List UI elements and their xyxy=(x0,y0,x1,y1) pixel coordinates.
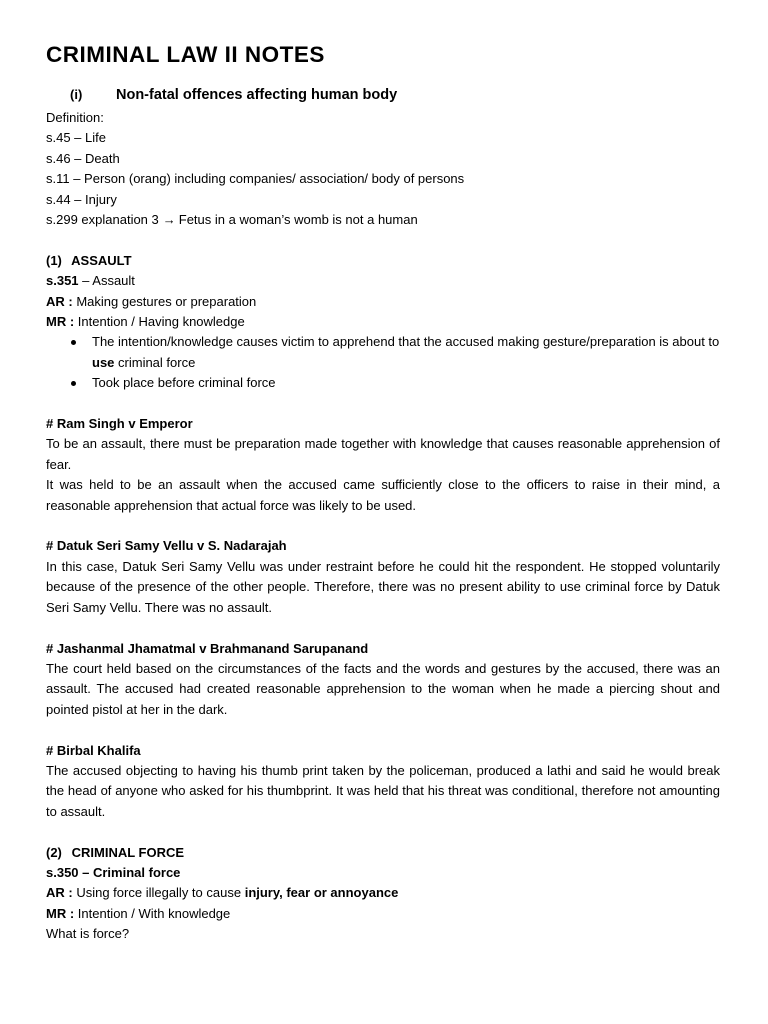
ar-label: AR : xyxy=(46,293,73,309)
page-title: CRIMINAL LAW II NOTES xyxy=(46,42,325,67)
section-title: ASSAULT xyxy=(71,252,132,268)
list-item xyxy=(46,332,720,373)
subheading-number: (i) xyxy=(70,87,83,102)
definition-line: s.46 – Death xyxy=(46,150,120,166)
case-heading: # Jashanmal Jhamatmal v Brahmanand Sarupanand xyxy=(46,640,369,656)
definition-line: s.44 – Injury xyxy=(46,191,117,207)
bullet-emphasis: use xyxy=(92,354,115,370)
case-paragraph: It was held to be an assault when the accused came sufficiently close to the officers to raise in their mind, a reasonable apprehension that actual force was likely to be used. xyxy=(46,477,720,513)
list-item xyxy=(46,373,720,393)
bullet-icon xyxy=(71,340,76,345)
section-ref-text: – Assault xyxy=(78,273,135,289)
section-number: (2) xyxy=(46,844,62,860)
mr-label: MR : xyxy=(46,314,75,330)
case-paragraph: To be an assault, there must be preparation made together with knowledge that causes reasonable apprehension of fear. xyxy=(46,436,720,472)
bullet-text: Took place before criminal force xyxy=(92,375,276,391)
case-heading: # Ram Singh v Emperor xyxy=(46,416,193,432)
assault-section-ref xyxy=(46,271,720,291)
section-title: CRIMINAL FORCE xyxy=(71,844,185,860)
bullet-icon xyxy=(71,381,76,386)
case-heading: # Datuk Seri Samy Vellu v S. Nadarajah xyxy=(46,538,287,554)
bullet-text: The intention/knowledge causes victim to apprehend that the accused making gesture/preparation is about to xyxy=(92,334,720,350)
arrow-right-icon: → xyxy=(162,212,176,228)
case-heading: # Birbal Khalifa xyxy=(46,742,141,758)
definition-heading: Definition: xyxy=(46,110,104,125)
mr-label: MR : xyxy=(46,905,75,921)
definition-line: s.45 – Life xyxy=(46,130,106,146)
ar-text: Using force illegally to cause xyxy=(72,885,245,901)
case-paragraph: The accused objecting to having his thumb print taken by the policeman, produced a lathi and said he would break the head of anyone who asked for his thumbprint. It was held that his threat was conditional, therefore not amounting to assault. xyxy=(46,762,720,819)
section-heading-assault xyxy=(46,251,720,271)
s299-text: Fetus in a woman’s womb is not a human xyxy=(178,212,418,228)
assault-ar xyxy=(46,292,720,312)
bullet-text: criminal force xyxy=(114,354,196,370)
criminal-force-section-ref: s.350 – Criminal force xyxy=(46,864,181,880)
criminal-force-ar xyxy=(46,883,720,903)
s299-prefix: s.299 explanation 3 xyxy=(46,212,159,228)
subheading-text: Non-fatal offences affecting human body xyxy=(116,87,398,103)
document-body xyxy=(46,108,720,945)
section-subheading xyxy=(70,87,397,103)
ar-label: AR : xyxy=(46,885,73,901)
case-paragraph: In this case, Datuk Seri Samy Vellu was under restraint before he could hit the respondent. He stopped voluntarily because of the presence of the other people. Therefore, there was no present ability to use criminal force by Datuk Seri Samy Vellu. There was no assault. xyxy=(46,558,720,615)
section-number: (1) xyxy=(46,252,62,268)
ar-text: Making gestures or preparation xyxy=(72,293,257,309)
assault-mr xyxy=(46,312,720,332)
definition-line: s.11 – Person (orang) including companies/ association/ body of persons xyxy=(46,171,465,187)
assault-bullet-list xyxy=(46,332,720,393)
force-question: What is force? xyxy=(46,926,130,942)
ar-emphasis: injury, fear or annoyance xyxy=(244,885,399,901)
mr-text: Intention / Having knowledge xyxy=(74,314,245,330)
definition-line-s299 xyxy=(46,210,720,230)
mr-text: Intention / With knowledge xyxy=(74,905,231,921)
criminal-force-mr xyxy=(46,904,720,924)
section-heading-criminal-force xyxy=(46,843,720,863)
case-paragraph: The court held based on the circumstances of the facts and the words and gestures by the accused, there was an assault. The accused had created reasonable apprehension to the woman when he made a piercing shout and pointed pistol at her in the dark. xyxy=(46,660,720,717)
section-ref-label: s.351 xyxy=(46,273,79,289)
